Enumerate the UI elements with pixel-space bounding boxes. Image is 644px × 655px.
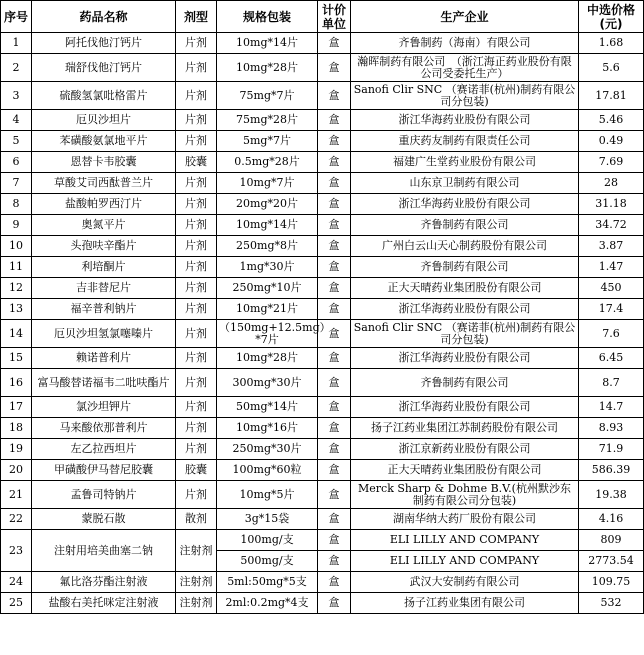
cell-unit: 盒 bbox=[318, 82, 351, 110]
cell-name: 头孢呋辛酯片 bbox=[32, 236, 176, 257]
cell-form: 片剂 bbox=[176, 54, 217, 82]
cell-form: 片剂 bbox=[176, 131, 217, 152]
cell-unit: 盒 bbox=[318, 369, 351, 397]
cell-index: 8 bbox=[1, 194, 32, 215]
cell-index: 13 bbox=[1, 299, 32, 320]
cell-company: 重庆药友制药有限责任公司 bbox=[351, 131, 579, 152]
cell-name: 厄贝沙坦片 bbox=[32, 110, 176, 131]
cell-unit: 盒 bbox=[318, 551, 351, 572]
cell-price: 109.75 bbox=[579, 572, 644, 593]
cell-index: 24 bbox=[1, 572, 32, 593]
header-spec: 规格包装 bbox=[217, 1, 318, 33]
cell-name: 孟鲁司特钠片 bbox=[32, 481, 176, 509]
cell-unit: 盒 bbox=[318, 299, 351, 320]
table-row bbox=[1, 439, 644, 460]
cell-spec: 10mg*14片 bbox=[217, 215, 318, 236]
cell-spec: 250mg*30片 bbox=[217, 439, 318, 460]
cell-company: 湖南华纳大药厂股份有限公司 bbox=[351, 509, 579, 530]
cell-spec: 10mg*28片 bbox=[217, 348, 318, 369]
table-row bbox=[1, 397, 644, 418]
cell-name: 草酸艾司西酞普兰片 bbox=[32, 173, 176, 194]
cell-name: 厄贝沙坦氢氯噻嗪片 bbox=[32, 320, 176, 348]
cell-spec: 10mg*5片 bbox=[217, 481, 318, 509]
cell-spec: 0.5mg*28片 bbox=[217, 152, 318, 173]
cell-spec: 100mg*60粒 bbox=[217, 460, 318, 481]
cell-unit: 盒 bbox=[318, 397, 351, 418]
cell-name: 氯沙坦钾片 bbox=[32, 397, 176, 418]
cell-price: 5.6 bbox=[579, 54, 644, 82]
cell-price: 5.46 bbox=[579, 110, 644, 131]
cell-price: 19.38 bbox=[579, 481, 644, 509]
cell-unit: 盒 bbox=[318, 509, 351, 530]
cell-spec: 5mg*7片 bbox=[217, 131, 318, 152]
table-row bbox=[1, 110, 644, 131]
table-row bbox=[1, 299, 644, 320]
cell-spec: 10mg*14片 bbox=[217, 33, 318, 54]
cell-index: 22 bbox=[1, 509, 32, 530]
cell-unit: 盒 bbox=[318, 572, 351, 593]
cell-spec: 300mg*30片 bbox=[217, 369, 318, 397]
cell-company: 浙江华海药业股份有限公司 bbox=[351, 110, 579, 131]
cell-unit: 盒 bbox=[318, 481, 351, 509]
cell-price: 14.7 bbox=[579, 397, 644, 418]
cell-unit: 盒 bbox=[318, 54, 351, 82]
cell-company: 山东京卫制药有限公司 bbox=[351, 173, 579, 194]
cell-form: 片剂 bbox=[176, 369, 217, 397]
cell-company: Sanofi Clir SNC （赛诺菲(杭州)制药有限公司分包装) bbox=[351, 82, 579, 110]
cell-price: 17.81 bbox=[579, 82, 644, 110]
cell-spec: 100mg/支 bbox=[217, 530, 318, 551]
cell-company: 扬子江药业集团有限公司 bbox=[351, 593, 579, 614]
cell-form: 片剂 bbox=[176, 173, 217, 194]
cell-spec: 2ml:0.2mg*4支 bbox=[217, 593, 318, 614]
cell-form: 注射剂 bbox=[176, 593, 217, 614]
table-row bbox=[1, 530, 644, 551]
cell-company: 齐鲁制药有限公司 bbox=[351, 257, 579, 278]
cell-price: 17.4 bbox=[579, 299, 644, 320]
cell-spec: 20mg*20片 bbox=[217, 194, 318, 215]
cell-spec: 3g*15袋 bbox=[217, 509, 318, 530]
cell-form: 片剂 bbox=[176, 348, 217, 369]
cell-index: 3 bbox=[1, 82, 32, 110]
cell-price: 2773.54 bbox=[579, 551, 644, 572]
cell-spec: 250mg*10片 bbox=[217, 278, 318, 299]
cell-unit: 盒 bbox=[318, 320, 351, 348]
cell-form: 片剂 bbox=[176, 299, 217, 320]
cell-form: 片剂 bbox=[176, 257, 217, 278]
cell-spec: 5ml:50mg*5支 bbox=[217, 572, 318, 593]
header-index: 序号 bbox=[1, 1, 32, 33]
cell-name: 盐酸帕罗西汀片 bbox=[32, 194, 176, 215]
table-row bbox=[1, 236, 644, 257]
cell-price: 31.18 bbox=[579, 194, 644, 215]
cell-form: 注射剂 bbox=[176, 572, 217, 593]
cell-company: 正大天晴药业集团股份有限公司 bbox=[351, 460, 579, 481]
table-row bbox=[1, 82, 644, 110]
cell-price: 71.9 bbox=[579, 439, 644, 460]
cell-price: 532 bbox=[579, 593, 644, 614]
cell-company: 福建广生堂药业股份有限公司 bbox=[351, 152, 579, 173]
cell-price: 7.6 bbox=[579, 320, 644, 348]
cell-form: 片剂 bbox=[176, 82, 217, 110]
cell-name: 氟比洛芬酯注射液 bbox=[32, 572, 176, 593]
cell-unit: 盒 bbox=[318, 593, 351, 614]
cell-unit: 盒 bbox=[318, 131, 351, 152]
cell-unit: 盒 bbox=[318, 257, 351, 278]
cell-company: 浙江华海药业股份有限公司 bbox=[351, 397, 579, 418]
cell-price: 0.49 bbox=[579, 131, 644, 152]
cell-company: 齐鲁制药（海南）有限公司 bbox=[351, 33, 579, 54]
cell-name: 利培酮片 bbox=[32, 257, 176, 278]
cell-price: 6.45 bbox=[579, 348, 644, 369]
cell-index: 10 bbox=[1, 236, 32, 257]
header-unit: 计价单位 bbox=[318, 1, 351, 33]
cell-spec: 10mg*21片 bbox=[217, 299, 318, 320]
cell-index: 2 bbox=[1, 54, 32, 82]
cell-company: ELI LILLY AND COMPANY bbox=[351, 551, 579, 572]
cell-unit: 盒 bbox=[318, 152, 351, 173]
cell-name: 富马酸替诺福韦二吡呋酯片 bbox=[32, 369, 176, 397]
cell-form: 片剂 bbox=[176, 110, 217, 131]
cell-name: 马来酸依那普利片 bbox=[32, 418, 176, 439]
table-row bbox=[1, 54, 644, 82]
cell-form: 片剂 bbox=[176, 236, 217, 257]
cell-form: 片剂 bbox=[176, 320, 217, 348]
cell-unit: 盒 bbox=[318, 278, 351, 299]
table-row bbox=[1, 593, 644, 614]
cell-form: 片剂 bbox=[176, 397, 217, 418]
cell-name: 苯磺酸氨氯地平片 bbox=[32, 131, 176, 152]
cell-name: 左乙拉西坦片 bbox=[32, 439, 176, 460]
cell-name: 恩替卡韦胶囊 bbox=[32, 152, 176, 173]
cell-price: 809 bbox=[579, 530, 644, 551]
cell-index: 7 bbox=[1, 173, 32, 194]
cell-index: 18 bbox=[1, 418, 32, 439]
cell-index: 19 bbox=[1, 439, 32, 460]
cell-price: 1.68 bbox=[579, 33, 644, 54]
cell-unit: 盒 bbox=[318, 110, 351, 131]
cell-form: 片剂 bbox=[176, 33, 217, 54]
table-row bbox=[1, 131, 644, 152]
cell-unit: 盒 bbox=[318, 33, 351, 54]
cell-name: 赖诺普利片 bbox=[32, 348, 176, 369]
cell-index: 1 bbox=[1, 33, 32, 54]
cell-company: 齐鲁制药有限公司 bbox=[351, 369, 579, 397]
cell-company: 浙江华海药业股份有限公司 bbox=[351, 299, 579, 320]
cell-unit: 盒 bbox=[318, 418, 351, 439]
table-row bbox=[1, 194, 644, 215]
cell-company: 武汉大安制药有限公司 bbox=[351, 572, 579, 593]
cell-name: 蒙脱石散 bbox=[32, 509, 176, 530]
cell-spec: 50mg*14片 bbox=[217, 397, 318, 418]
table-row bbox=[1, 460, 644, 481]
cell-form: 片剂 bbox=[176, 215, 217, 236]
cell-index: 17 bbox=[1, 397, 32, 418]
cell-spec: 10mg*16片 bbox=[217, 418, 318, 439]
cell-unit: 盒 bbox=[318, 173, 351, 194]
table-row bbox=[1, 278, 644, 299]
cell-spec: 1mg*30片 bbox=[217, 257, 318, 278]
cell-unit: 盒 bbox=[318, 194, 351, 215]
cell-company: 浙江华海药业股份有限公司 bbox=[351, 194, 579, 215]
cell-index: 23 bbox=[1, 530, 32, 572]
cell-index: 5 bbox=[1, 131, 32, 152]
cell-index: 4 bbox=[1, 110, 32, 131]
cell-price: 4.16 bbox=[579, 509, 644, 530]
table-row bbox=[1, 215, 644, 236]
cell-form: 注射剂 bbox=[176, 530, 217, 572]
cell-name: 奥氮平片 bbox=[32, 215, 176, 236]
cell-name: 盐酸右美托咪定注射液 bbox=[32, 593, 176, 614]
cell-company: 扬子江药业集团江苏制药股份有限公司 bbox=[351, 418, 579, 439]
cell-price: 3.87 bbox=[579, 236, 644, 257]
cell-unit: 盒 bbox=[318, 236, 351, 257]
cell-form: 胶囊 bbox=[176, 460, 217, 481]
cell-index: 16 bbox=[1, 369, 32, 397]
cell-company: 齐鲁制药有限公司 bbox=[351, 215, 579, 236]
header-name: 药品名称 bbox=[32, 1, 176, 33]
cell-form: 片剂 bbox=[176, 418, 217, 439]
cell-spec: 75mg*28片 bbox=[217, 110, 318, 131]
table-row bbox=[1, 348, 644, 369]
cell-index: 15 bbox=[1, 348, 32, 369]
cell-name: 福辛普利钠片 bbox=[32, 299, 176, 320]
cell-index: 20 bbox=[1, 460, 32, 481]
table-row bbox=[1, 152, 644, 173]
header-company: 生产企业 bbox=[351, 1, 579, 33]
cell-spec: 75mg*7片 bbox=[217, 82, 318, 110]
cell-price: 1.47 bbox=[579, 257, 644, 278]
cell-form: 片剂 bbox=[176, 481, 217, 509]
cell-company: 正大天晴药业集团股份有限公司 bbox=[351, 278, 579, 299]
cell-price: 450 bbox=[579, 278, 644, 299]
table-row bbox=[1, 572, 644, 593]
cell-unit: 盒 bbox=[318, 530, 351, 551]
cell-company: Sanofi Clir SNC （赛诺菲(杭州)制药有限公司分包装) bbox=[351, 320, 579, 348]
cell-index: 12 bbox=[1, 278, 32, 299]
cell-company: 瀚晖制药有限公司 （浙江海正药业股份有限公司受委托生产） bbox=[351, 54, 579, 82]
cell-company: 浙江京新药业股份有限公司 bbox=[351, 439, 579, 460]
table-row bbox=[1, 257, 644, 278]
table-row bbox=[1, 33, 644, 54]
cell-unit: 盒 bbox=[318, 439, 351, 460]
cell-price: 34.72 bbox=[579, 215, 644, 236]
table-row bbox=[1, 369, 644, 397]
cell-spec: 250mg*8片 bbox=[217, 236, 318, 257]
cell-index: 21 bbox=[1, 481, 32, 509]
header-form: 剂型 bbox=[176, 1, 217, 33]
cell-name: 甲磺酸伊马替尼胶囊 bbox=[32, 460, 176, 481]
cell-index: 6 bbox=[1, 152, 32, 173]
cell-index: 25 bbox=[1, 593, 32, 614]
cell-price: 8.93 bbox=[579, 418, 644, 439]
table-row bbox=[1, 173, 644, 194]
cell-index: 14 bbox=[1, 320, 32, 348]
header-price: 中选价格(元) bbox=[579, 1, 644, 33]
cell-price: 586.39 bbox=[579, 460, 644, 481]
cell-company: Merck Sharp & Dohme B.V.(杭州默沙东制药有限公司分包装) bbox=[351, 481, 579, 509]
cell-spec: 500mg/支 bbox=[217, 551, 318, 572]
cell-company: ELI LILLY AND COMPANY bbox=[351, 530, 579, 551]
cell-price: 7.69 bbox=[579, 152, 644, 173]
cell-company: 浙江华海药业股份有限公司 bbox=[351, 348, 579, 369]
cell-name: 吉非替尼片 bbox=[32, 278, 176, 299]
cell-unit: 盒 bbox=[318, 348, 351, 369]
cell-spec: 10mg*28片 bbox=[217, 54, 318, 82]
cell-price: 8.7 bbox=[579, 369, 644, 397]
table-row bbox=[1, 481, 644, 509]
cell-name: 瑞舒伐他汀钙片 bbox=[32, 54, 176, 82]
cell-company: 广州白云山天心制药股份有限公司 bbox=[351, 236, 579, 257]
table-row bbox=[1, 320, 644, 348]
cell-unit: 盒 bbox=[318, 215, 351, 236]
cell-index: 11 bbox=[1, 257, 32, 278]
cell-index: 9 bbox=[1, 215, 32, 236]
cell-form: 片剂 bbox=[176, 194, 217, 215]
cell-form: 胶囊 bbox=[176, 152, 217, 173]
cell-price: 28 bbox=[579, 173, 644, 194]
table-row bbox=[1, 509, 644, 530]
cell-form: 片剂 bbox=[176, 278, 217, 299]
table-row bbox=[1, 418, 644, 439]
header-row bbox=[1, 1, 644, 33]
cell-spec: （150mg+12.5mg）*7片 bbox=[217, 320, 318, 348]
cell-unit: 盒 bbox=[318, 460, 351, 481]
cell-name: 阿托伐他汀钙片 bbox=[32, 33, 176, 54]
cell-name: 注射用培美曲塞二钠 bbox=[32, 530, 176, 572]
cell-name: 硫酸氢氯吡格雷片 bbox=[32, 82, 176, 110]
cell-spec: 10mg*7片 bbox=[217, 173, 318, 194]
cell-form: 片剂 bbox=[176, 439, 217, 460]
cell-form: 散剂 bbox=[176, 509, 217, 530]
